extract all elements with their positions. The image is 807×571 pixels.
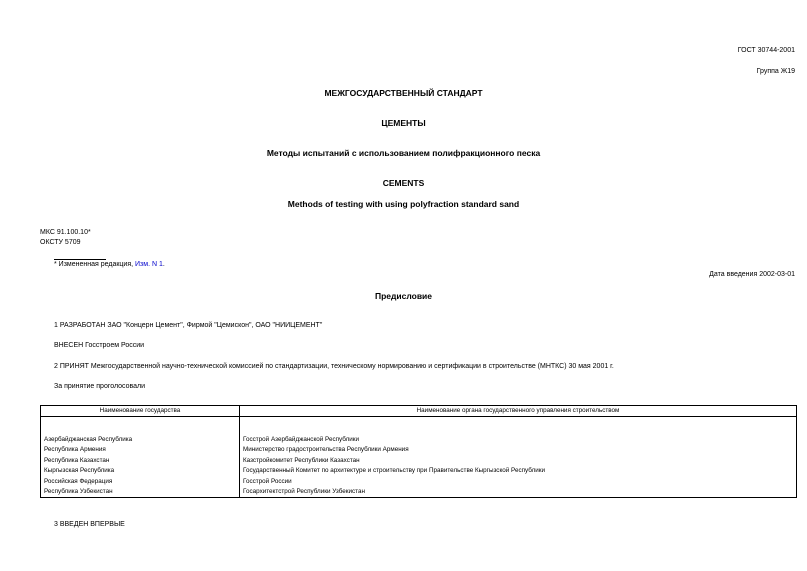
state-cell: Республика Армения bbox=[41, 445, 240, 455]
okstu-code: ОКСТУ 5709 bbox=[40, 239, 81, 246]
state-cell: Азербайджанская Республика bbox=[41, 435, 240, 445]
preface-adopted: 2 ПРИНЯТ Межгосударственной научно-технической комиссией по стандартизации, техническому нормированию и сертификации в строительстве (МНТКС) 30 мая 2001 г. bbox=[54, 363, 614, 370]
authority-cell: Казстройкомитет Республики Казахстан bbox=[240, 456, 797, 466]
authority-cell: Государственный Комитет по архитектуре и строительству при Правительстве Кыргызской Республики bbox=[240, 466, 797, 476]
authority-cell: Госстрой России bbox=[240, 477, 797, 487]
subtitle-en: Methods of testing with using polyfraction standard sand bbox=[287, 199, 520, 209]
preface-voted: За принятие проголосовали bbox=[54, 383, 146, 390]
preface-heading: Предисловие bbox=[374, 291, 433, 301]
authority-cell: Министерство градостроительства Республики Армения bbox=[240, 445, 797, 455]
table-row bbox=[41, 456, 797, 466]
group-code: Группа Ж19 bbox=[756, 68, 795, 75]
introduction-date: Дата введения 2002-03-01 bbox=[709, 271, 795, 278]
cements-title-ru: ЦЕМЕНТЫ bbox=[381, 118, 426, 128]
state-cell: Кыргызская Республика bbox=[41, 466, 240, 476]
voting-states-table bbox=[40, 405, 797, 498]
cements-title-en: CEMENTS bbox=[382, 178, 425, 188]
column-header-state: Наименование государства bbox=[41, 406, 240, 417]
column-header-authority: Наименование органа государственного управления строительством bbox=[240, 406, 797, 417]
table-spacer-row bbox=[41, 417, 797, 436]
subtitle-ru: Методы испытаний с использованием полифракционного песка bbox=[266, 148, 541, 158]
state-cell: Республика Казахстан bbox=[41, 456, 240, 466]
state-cell: Российская Федерация bbox=[41, 477, 240, 487]
standard-number: ГОСТ 30744-2001 bbox=[737, 47, 795, 54]
table-row bbox=[41, 477, 797, 487]
footnote-suffix: . bbox=[162, 261, 165, 268]
preface-developed: 1 РАЗРАБОТАН ЗАО "Концерн Цемент", Фирмой "Цемискон", ОАО "НИИЦЕМЕНТ" bbox=[54, 322, 323, 329]
authority-cell: Госстрой Азербайджанской Республики bbox=[240, 435, 797, 445]
amendment-link[interactable]: Изм. N 1 bbox=[135, 261, 163, 268]
table-row bbox=[41, 435, 797, 445]
table-row bbox=[41, 466, 797, 476]
mks-code: МКС 91.100.10* bbox=[40, 229, 91, 236]
table-header-row bbox=[41, 406, 797, 417]
table-row bbox=[41, 445, 797, 455]
interstate-standard-title: МЕЖГОСУДАРСТВЕННЫЙ СТАНДАРТ bbox=[324, 88, 483, 98]
authority-cell: Госархитектстрой Республики Узбекистан bbox=[240, 487, 797, 498]
table-row bbox=[41, 487, 797, 498]
footnote bbox=[54, 261, 165, 268]
preface-submitted: ВНЕСЕН Госстроем России bbox=[54, 342, 145, 349]
footnote-prefix: * Измененная редакция, bbox=[54, 261, 136, 268]
state-cell: Республика Узбекистан bbox=[41, 487, 240, 498]
footnote-divider bbox=[54, 259, 106, 260]
preface-introduced: 3 ВВЕДЕН ВПЕРВЫЕ bbox=[54, 521, 125, 528]
